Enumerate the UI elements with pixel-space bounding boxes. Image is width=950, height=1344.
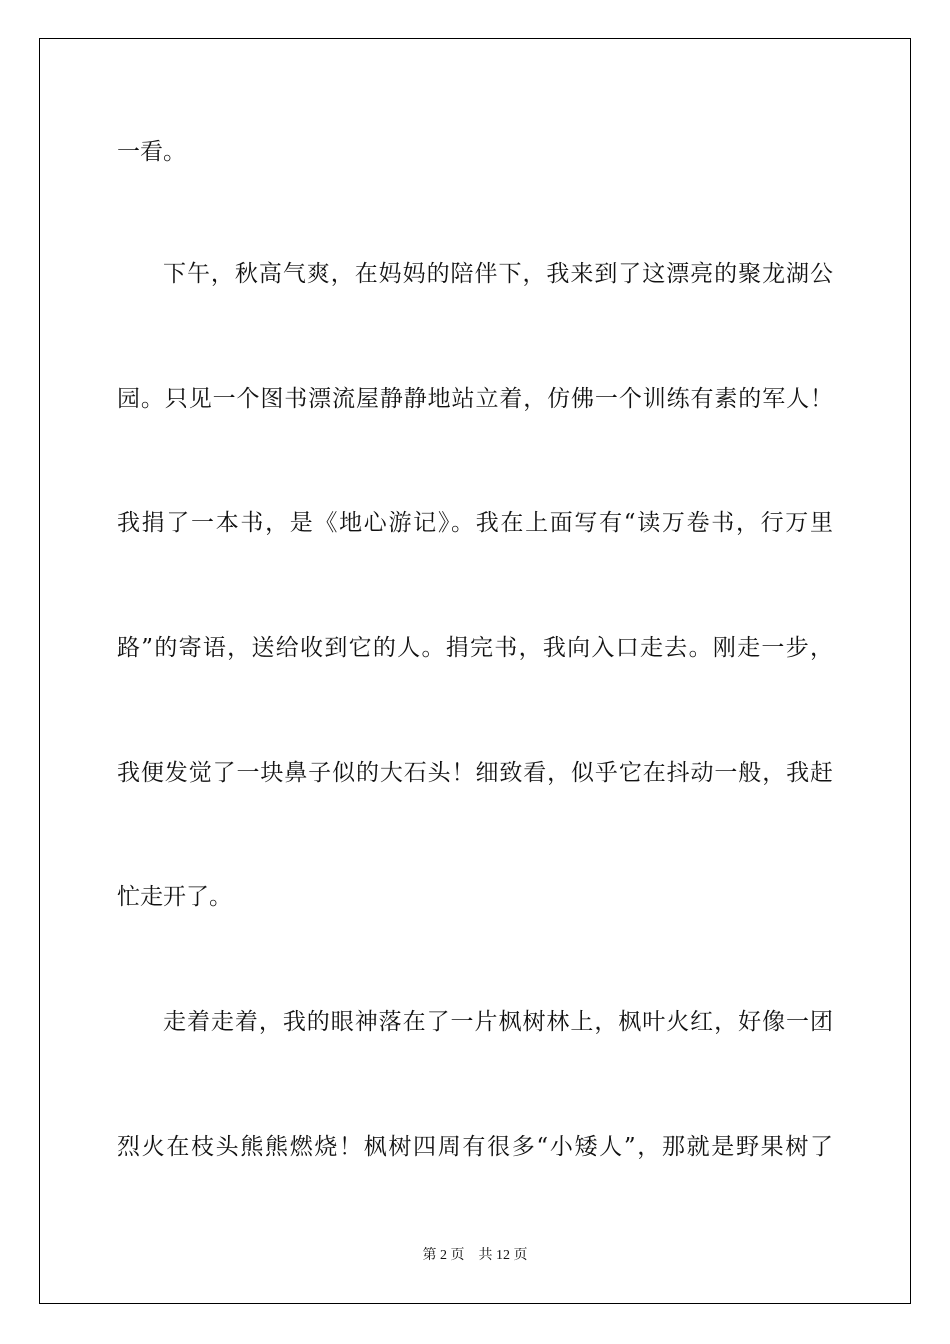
total-pages: 共 12 页 xyxy=(478,1248,528,1263)
paragraph-1-line-3: 我捐了一本书，是《地心游记》。我在上面写有“读万卷书，行万里 xyxy=(117,510,833,536)
text-line-1: 一看。 xyxy=(117,139,186,165)
page-footer xyxy=(0,1246,950,1266)
paragraph-1-line-6: 忙走开了。 xyxy=(117,884,232,910)
page-number: 第 2 页 xyxy=(422,1248,465,1263)
paragraph-2-line-2: 烈火在枝头熊熊燃烧！枫树四周有很多“小矮人”，那就是野果树了 xyxy=(117,1134,833,1160)
paragraph-1-line-2: 园。只见一个图书漂流屋静静地站立着，仿佛一个训练有素的军人！ xyxy=(117,386,833,412)
paragraph-1-line-1: 下午，秋高气爽，在妈妈的陪伴下，我来到了这漂亮的聚龙湖公 xyxy=(163,261,833,287)
paragraph-1-line-4: 路”的寄语，送给收到它的人。捐完书，我向入口走去。刚走一步， xyxy=(117,635,833,661)
paragraph-2-line-1: 走着走着，我的眼神落在了一片枫树林上，枫叶火红，好像一团 xyxy=(163,1009,833,1035)
paragraph-1-line-5: 我便发觉了一块鼻子似的大石头！细致看，似乎它在抖动一般，我赶 xyxy=(117,760,833,786)
page-frame xyxy=(39,38,911,1304)
